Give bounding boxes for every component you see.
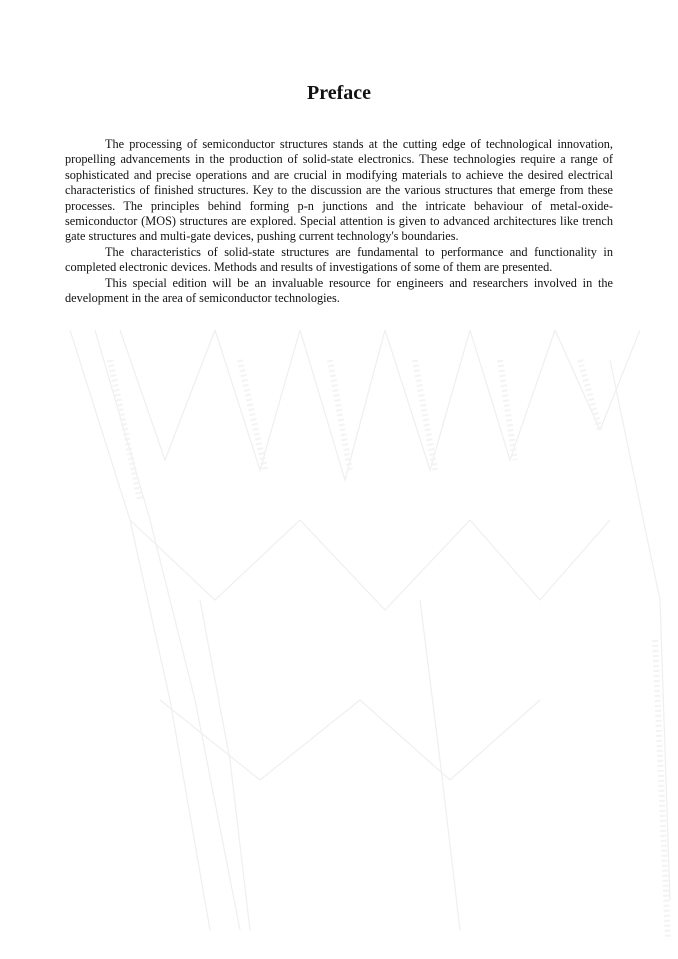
page-title: Preface (306, 82, 372, 104)
preface-body (65, 137, 613, 306)
paragraph-1: The processing of semiconductor structures stands at the cutting edge of technological innovation, propelling advancements in the production of solid-state electronics. These technologies require a range of sophisticated and precise operations and are crucial in modifying materials to achieve the desired electrical characteristics of finished structures. Key to the discussion are the various structures that emerge from these processes. The principles behind forming p-n junctions and the intricate behaviour of metal-oxide-semiconductor (MOS) structures are explored. Special attention is given to advanced architectures like trench gate structures and multi-gate devices, pushing current technology's boundaries. (65, 137, 613, 244)
paragraph-3: This special edition will be an invaluable resource for engineers and researchers involved in the development in the area of semiconductor technologies. (65, 275, 613, 306)
paragraph-2: The characteristics of solid-state structures are fundamental to performance and functionality in completed electronic devices. Methods and results of investigations of some of them are presented. (65, 244, 613, 275)
